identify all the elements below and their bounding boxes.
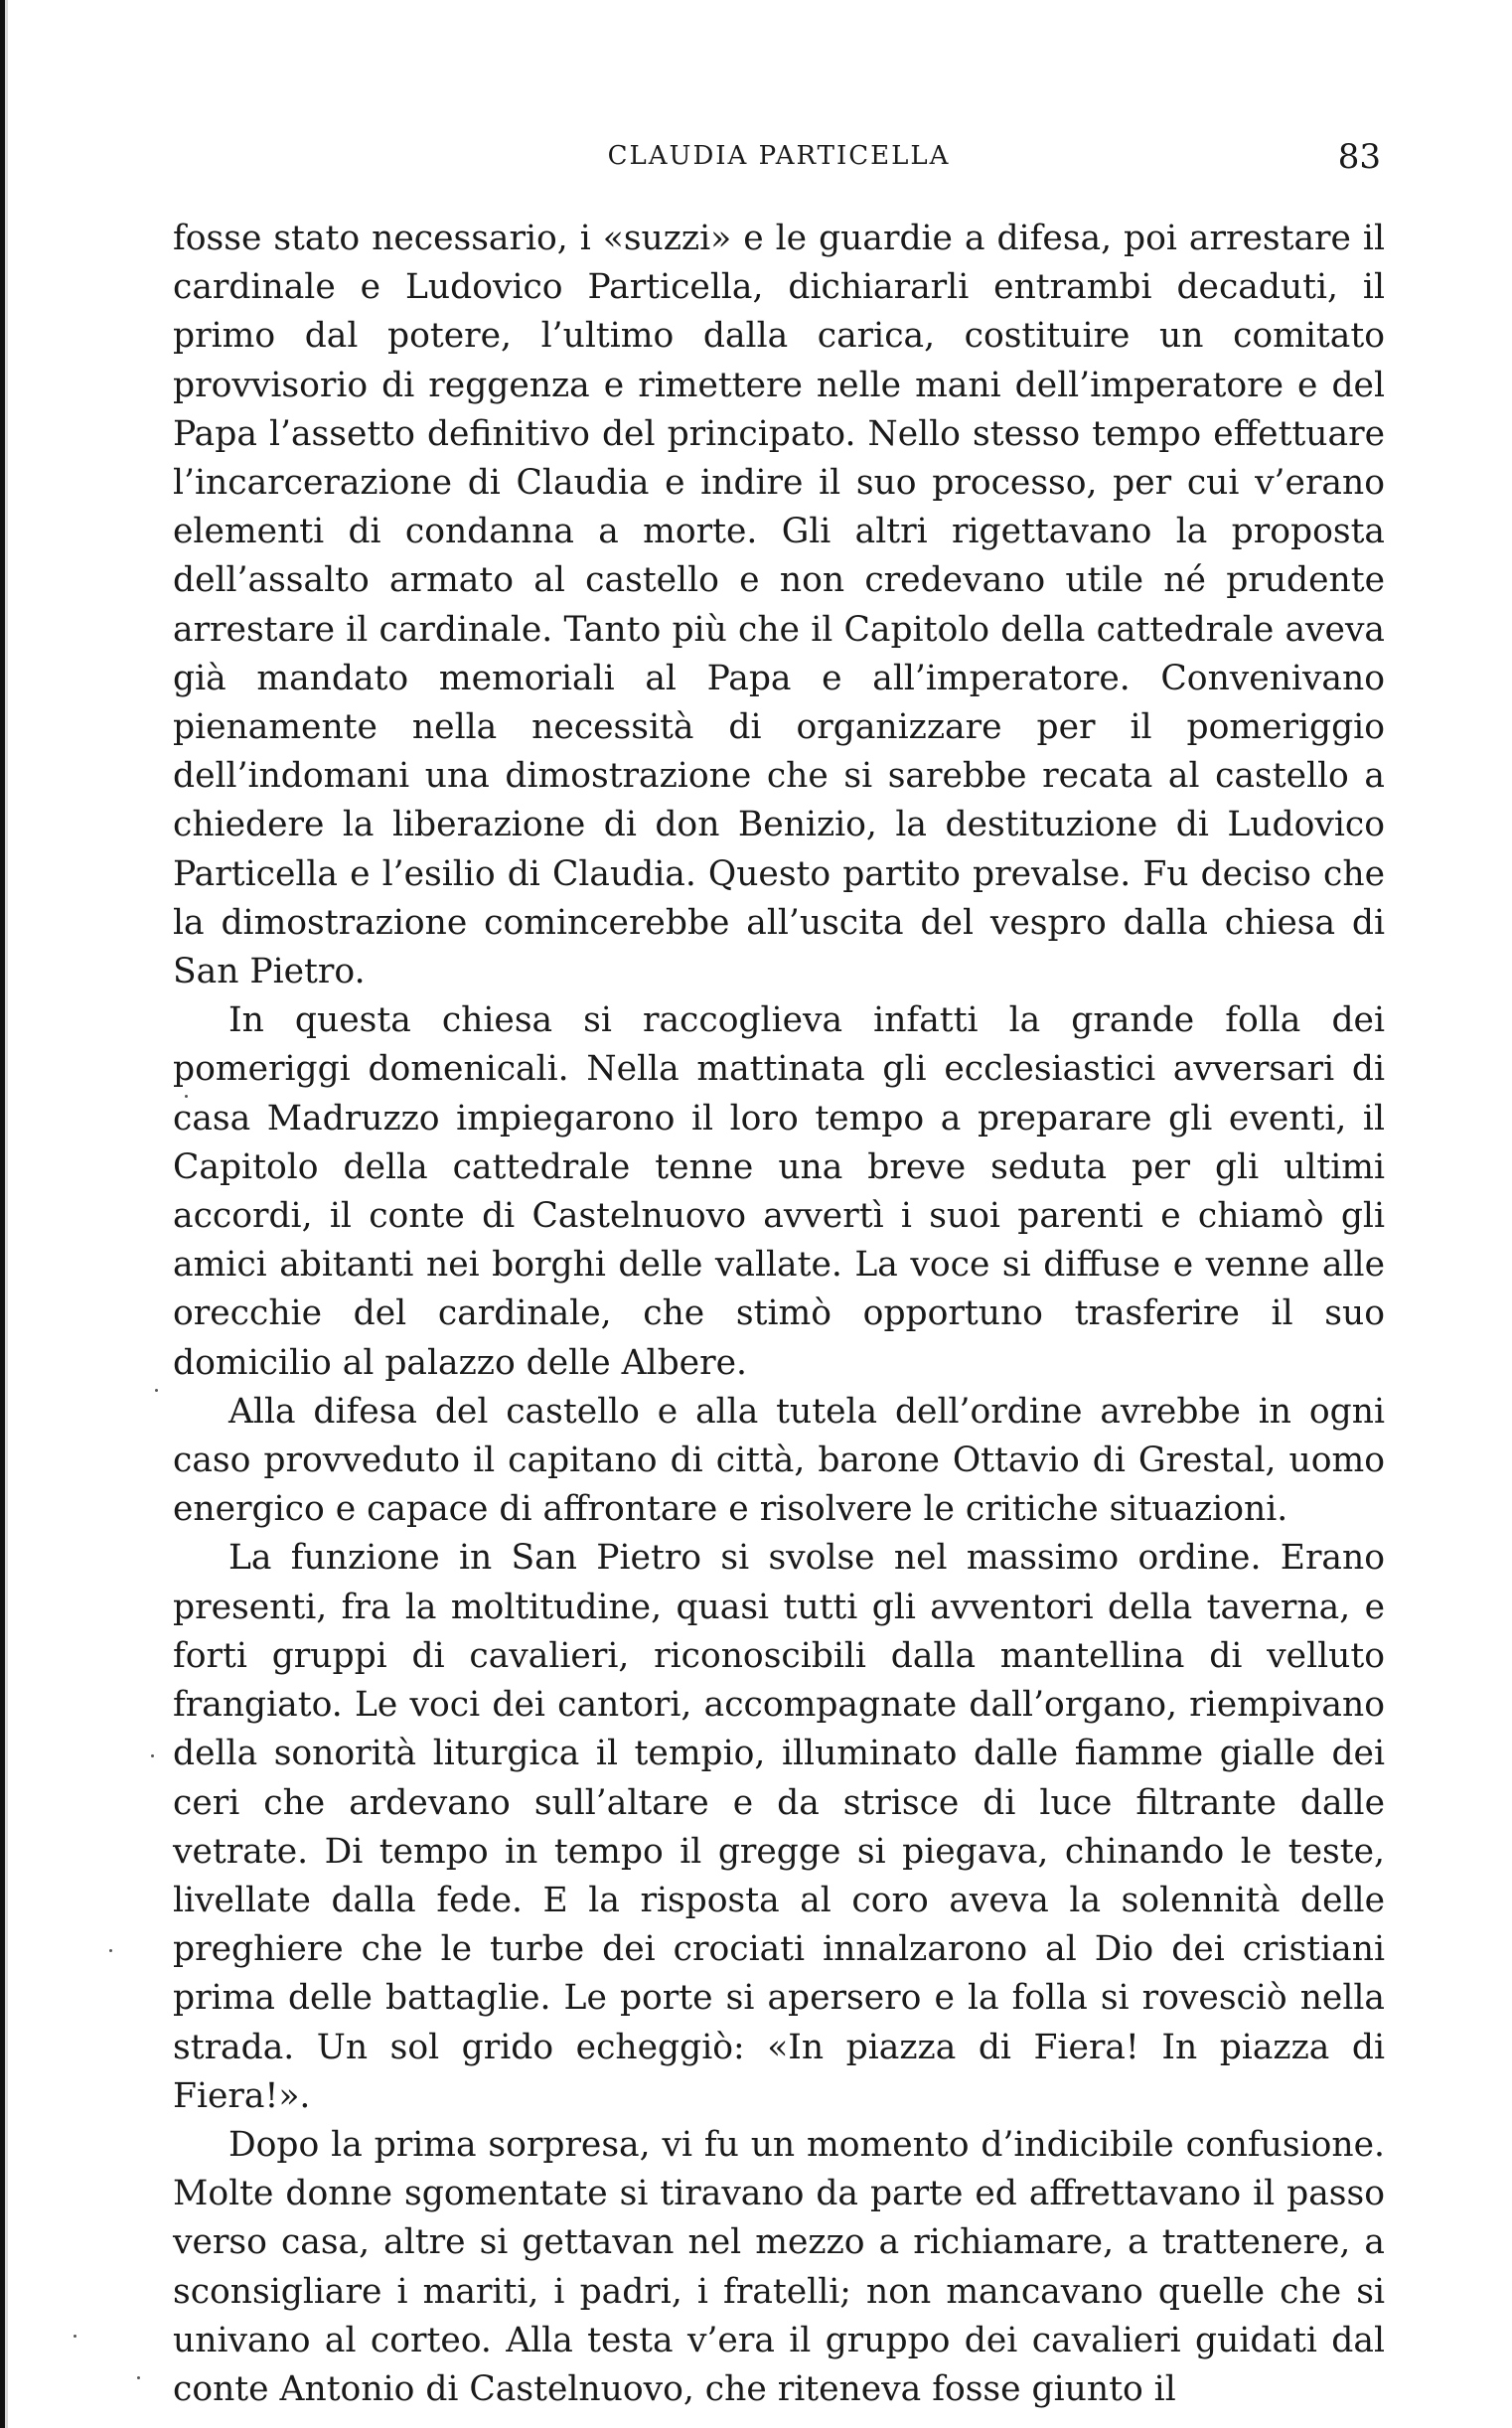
scan-speck [155, 1389, 158, 1392]
scan-speck [151, 1754, 154, 1757]
page-number: 83 [1337, 137, 1381, 177]
scan-speck [185, 1095, 188, 1098]
scan-speck [109, 1949, 112, 1952]
binding-shadow [5, 0, 8, 2428]
paragraph: Dopo la prima sorpresa, vi fu un momento d’indicibile confusione. Molte donne sgomentate si tiravano da parte ed affrettavano il passo verso casa, altre si gettavan nel mezzo a richiamare, a trattenere, a sconsigliare i mariti, i padri, i fratelli; non mancavano quelle che si univano al corteo. Alla testa v’era il gruppo dei cavalieri guidati dal conte Antonio di Castelnuovo, che riteneva fosse giunto il [173, 2124, 1385, 2409]
paragraph: La funzione in San Pietro si svolse nel massimo ordine. Erano presenti, fra la moltitudine, quasi tutti gli avventori della taverna, e forti gruppi di cavalieri, riconoscibili dalla mantellina di velluto frangiato. Le voci dei cantori, accompagnate dall’organo, riempivano della sonorità liturgica il tempio, illuminato dalle fiamme gialle dei ceri che ardevano sull’altare e da strisce di luce filtrante dalle vetrate. Di tempo in tempo il gregge si piegava, chinando le teste, livellate dalla fede. E la risposta al coro aveva la solennità delle preghiere che le turbe dei crociati innalzarono al Dio dei cristiani prima delle battaglie. Le porte si apersero e la folla si rovesciò nella strada. Un sol grido echeggiò: «In piazza di Fiera! In piazza di Fiera!». [173, 1538, 1385, 2116]
paragraph: fosse stato necessario, i «suzzi» e le guardie a difesa, poi arrestare il cardinale e Ludovico Particella, dichiararli entrambi decaduti, il primo dal potere, l’ultimo dalla carica, costituire un comitato provvisorio di reggenza e rimettere nelle mani dell’imperatore e del Papa l’assetto definitivo del principato. Nello stesso tempo effettuare l’incarcerazione di Claudia e indire il suo processo, per cui v’erano elementi di condanna a morte. Gli altri rigettavano la proposta dell’assalto armato al castello e non credevano utile né prudente arrestare il cardinale. Tanto più che il Capitolo della cattedrale aveva già mandato memoriali al Papa e all’imperatore. Convenivano pienamente nella necessità di organizzare per il pomeriggio dell’indomani una dimostrazione che si sarebbe recata al castello a chiedere la liberazione di don Benizio, la destituzione di Ludovico Particella e l’esilio di Claudia. Questo partito prevalse. Fu deciso che la dimostrazione comincerebbe all’uscita del vespro dalla chiesa di San Pietro. [173, 219, 1385, 992]
running-title: CLAUDIA PARTICELLA [607, 141, 951, 171]
scan-speck [74, 2335, 76, 2338]
scan-speck [137, 2376, 140, 2379]
page-header [177, 137, 1381, 189]
paragraph: Alla difesa del castello e alla tutela dell’ordine avrebbe in ogni caso provveduto il capitano di città, barone Ottavio di Grestal, uomo energico e capace di affrontare e risolvere le critiche situazioni. [173, 1391, 1385, 1530]
body-text [173, 215, 1385, 2414]
paragraph: In questa chiesa si raccoglieva infatti la grande folla dei pomeriggi domenicali. Nella mattinata gli ecclesiastici avversari di casa Madruzzo impiegarono il loro tempo a preparare gli eventi, il Capitolo della cattedrale tenne una breve seduta per gli ultimi accordi, il conte di Castelnuovo avvertì i suoi parenti e chiamò gli amici abitanti nei borghi delle vallate. La voce si diffuse e venne alle orecchie del cardinale, che stimò opportuno trasferire il suo domicilio al palazzo delle Albere. [173, 1000, 1385, 1383]
